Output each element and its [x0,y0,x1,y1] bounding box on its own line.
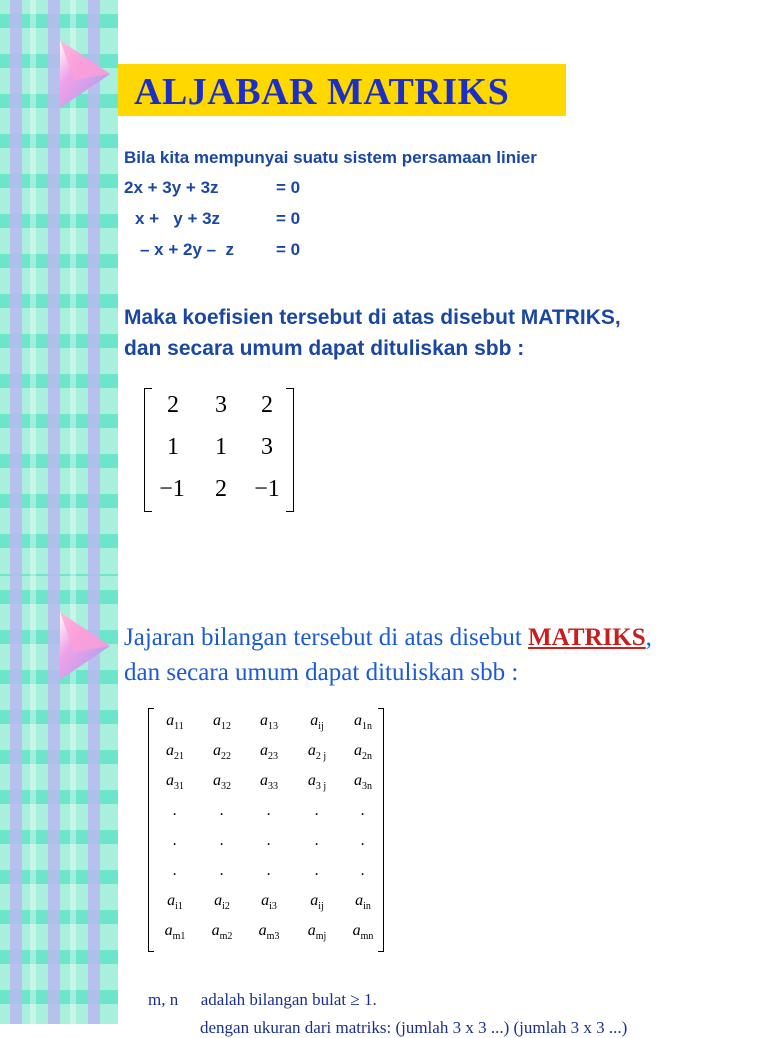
matrix-element: $a_{mn}$ [352,922,374,943]
equation-2-lhs: x + y + 3z [135,209,221,228]
equation-3-lhs: – x + 2y – z [140,240,235,259]
matrix-element: $a_{32}$ [213,772,231,793]
matrix-element: . [267,862,271,879]
jajaran-line-2: dan secara umum dapat dituliskan sbb : [124,659,519,686]
matrix-element: $a_{2 j}$ [307,742,327,763]
matrix-cell: 1 [215,434,227,460]
matrix-element: $a_{12}$ [213,712,231,733]
matrix-element: $a_{m1}$ [164,922,186,943]
matrix-element: . [315,832,319,849]
triangle-bullet-icon [60,612,110,680]
slide-title: ALJABAR MATRIKS [134,71,510,113]
matrix-element: $a_{mj}$ [307,922,327,943]
maka-line-1: Maka koefisien tersebut di atas disebut MATRIKS, [124,306,621,329]
matrix-element: $a_{i3}$ [261,892,277,913]
matrix-element: . [315,862,319,879]
matrix-element: . [361,862,365,879]
matrix-element: $a_{i1}$ [167,892,183,913]
matrix-cell: 3 [261,434,273,460]
jajaran-line-1-text: Jajaran bilangan tersebut di atas disebut [124,624,529,651]
cut-off-text: dengan ukuran dari matriks: (jumlah 3 x 3 ...) (jumlah 3 x 3 ...) [200,1018,628,1037]
matriks-highlight: MATRIKS [528,624,646,651]
matrix-cell: 2 [167,392,179,418]
equation-2-rhs: = 0 [276,209,301,228]
matrix-element: $a_{in}$ [355,892,371,913]
matrix-element: $a_{ij}$ [310,892,324,913]
slide-2 [0,576,768,1037]
matrix-element: $a_{2n}$ [354,742,372,763]
matrix-element: . [220,802,224,819]
matrix-element: $a_{i2}$ [214,892,230,913]
mn-label: m, n [148,990,179,1009]
title-box [118,64,566,116]
matrix-element: . [267,802,271,819]
matrix-cell: 2 [261,392,273,418]
matrix-element: $a_{3n}$ [354,772,372,793]
matrix-element: . [173,862,177,879]
mn-definition [148,990,377,1010]
equation-3-rhs: = 0 [276,240,301,259]
matrix-cell: 1 [167,434,179,460]
matrix-element: $a_{33}$ [260,772,278,793]
matrix-element: . [173,832,177,849]
matrix-element: $a_{ij}$ [310,712,324,733]
jajaran-line-1-comma: , [645,624,652,651]
jajaran-line-1 [124,620,652,655]
matrix-cell: −1 [159,476,185,502]
matrix-element: $a_{m3}$ [258,922,280,943]
general-matrix [148,708,384,952]
matrix-element: $a_{m2}$ [211,922,233,943]
matrix-element: . [220,862,224,879]
matrix-element: . [361,802,365,819]
matrix-element: $a_{11}$ [166,712,184,733]
matrix-element: $a_{1n}$ [354,712,372,733]
matrix-element: $a_{3 j}$ [307,772,327,793]
matrix-cell: 3 [215,392,227,418]
left-bracket [148,708,154,952]
matrix-cell: −1 [254,476,280,502]
coefficient-matrix [144,388,294,512]
equation-1-lhs: 2x + 3y + 3z [124,178,219,197]
maka-paragraph [124,302,621,364]
matrix-element: $a_{22}$ [213,742,231,763]
matrix-element: . [315,802,319,819]
triangle-bullet-icon [60,40,110,108]
matrix-element: . [173,802,177,819]
equation-1-rhs: = 0 [276,178,301,197]
matrix-element: . [267,832,271,849]
mn-text: adalah bilangan bulat ≥ 1. [200,990,377,1009]
matrix-cell: 2 [215,476,227,502]
equation-system [124,178,364,268]
matrix-element: . [361,832,365,849]
matrix-element: . [220,832,224,849]
matrix-element: $a_{13}$ [260,712,278,733]
matrix-element: $a_{21}$ [166,742,184,763]
matrix-element: $a_{31}$ [166,772,184,793]
intro-text: Bila kita mempunyai suatu sistem persamaan linier [124,148,537,167]
maka-line-2: dan secara umum dapat dituliskan sbb : [124,337,525,360]
matrix-element: $a_{23}$ [260,742,278,763]
jajaran-paragraph [124,620,652,690]
